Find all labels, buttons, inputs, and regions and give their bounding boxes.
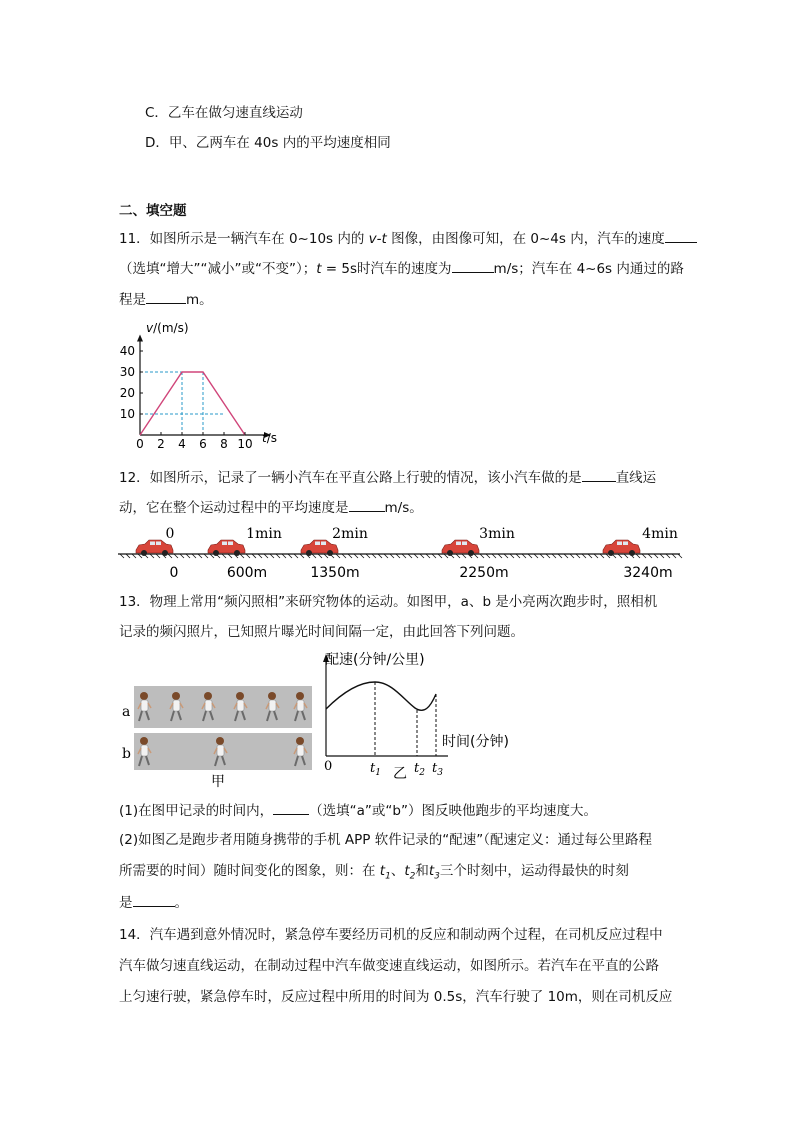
q11-text: = 5s时汽车的速度为	[321, 261, 452, 277]
answer-blank[interactable]	[146, 289, 186, 304]
q12-text: 直线运	[615, 470, 657, 486]
q13-text: （选填“a”或“b”）图反映他跑步的平均速度大。	[309, 803, 597, 819]
q12-line2	[119, 497, 423, 518]
vt-y-arrow	[137, 335, 143, 342]
q13-text: (1)在图甲记录的时间内，	[119, 803, 274, 819]
vt-ylabel-unit: /(m/s)	[153, 321, 189, 335]
q13-text: 三个时刻中，运动得最快的时刻	[439, 863, 629, 879]
time-label: 1min	[246, 526, 282, 542]
q11-text: 11．如图所示是一辆汽车在 0~10s 内的	[119, 231, 369, 247]
q13-part2-line1: (2)如图乙是跑步者用随身携带的手机 APP 软件记录的“配速”（配速定义：通过每公里路程	[119, 832, 652, 848]
vt-y-tick-label: 20	[119, 386, 135, 400]
pace-xlabel: 时间(分钟)	[442, 734, 509, 750]
answer-blank[interactable]	[582, 467, 616, 482]
road	[118, 554, 682, 558]
answer-blank[interactable]	[665, 228, 697, 243]
q11-line1	[119, 228, 697, 249]
q12-line1	[119, 467, 656, 488]
q12-text: 动，它在整个运动过程中的平均速度是	[119, 500, 349, 516]
q11-line3	[119, 289, 213, 310]
pace-ylabel: 配速(分钟/公里)	[325, 652, 425, 668]
vt-axes	[137, 335, 271, 439]
car-timeline-figure	[114, 522, 684, 584]
vt-ylabel	[146, 321, 189, 335]
strip-b-label: b	[122, 746, 131, 762]
vt-x-tick-label: 8	[220, 437, 228, 451]
vt-x-tick-label: 6	[199, 437, 207, 451]
position-label: 0	[169, 565, 179, 581]
vt-x-tick-label: 4	[178, 437, 186, 451]
q11-text: m。	[186, 292, 213, 308]
q11-text: 图像，由图像可知，在 0~4s 内，汽车的速度	[386, 231, 665, 247]
t1-label: $t_1$	[370, 761, 381, 778]
answer-blank[interactable]	[133, 892, 175, 907]
q13-text: 和	[415, 863, 429, 879]
q13-text: 、	[390, 863, 405, 879]
q13-line1: 13．物理上常用“频闪照相”来研究物体的运动。如图甲，a、b 是小亮两次跑步时，照相机	[119, 594, 658, 610]
q13-text: 是	[119, 895, 133, 911]
vt-x-tick-label: 10	[237, 437, 253, 451]
vt-x-tick-label: 0	[136, 437, 144, 451]
t2-inline: $t_2$	[404, 863, 416, 882]
vt-x-tick-label: 2	[157, 437, 165, 451]
vt-guides	[140, 372, 224, 435]
q11-text: m/s；汽车在 4~6s 内通过的路	[493, 261, 684, 277]
position-label: 600m	[226, 565, 268, 581]
option-d: D．甲、乙两车在 40s 内的平均速度相同	[145, 135, 391, 151]
q13-part2-line3	[119, 892, 188, 913]
section-title: 二、填空题	[119, 203, 187, 219]
vt-xlabel-unit: /s	[266, 431, 278, 445]
q11-vt: v-t	[368, 231, 387, 247]
q14-line3: 上匀速行驶，紧急停车时，反应过程中所用的时间为 0.5s，汽车行驶了 10m，则在司机反应	[119, 989, 673, 1005]
vt-ylabel-var: v	[146, 321, 154, 335]
answer-blank[interactable]	[349, 497, 385, 512]
time-label: 3min	[479, 526, 515, 542]
fig-yi-label: 乙	[393, 766, 407, 780]
q14-line1: 14．汽车遇到意外情况时，紧急停车要经历司机的反应和制动两个过程，在司机反应过程中	[119, 927, 663, 943]
q11-text: 程是	[119, 292, 146, 308]
q13-text: 所需要的时间）随时间变化的图象，则：在	[119, 863, 380, 879]
q11-text: （选填“增大”“减小”或“不变”）；	[119, 261, 317, 277]
vt-chart	[114, 318, 284, 454]
strip-a-label: a	[122, 704, 131, 720]
vt-y-tick-label: 30	[119, 365, 135, 379]
vt-xlabel-var: t	[262, 431, 267, 445]
vt-series-line	[140, 372, 245, 435]
pace-graph	[318, 648, 530, 780]
time-label: 4min	[642, 526, 678, 542]
q13-part2-line2	[119, 861, 629, 887]
fig-jia-label: 甲	[211, 774, 225, 788]
answer-blank[interactable]	[452, 258, 494, 273]
t3-label: $t_3$	[432, 761, 443, 778]
pace-origin: 0	[324, 759, 333, 774]
q12-text: 12．如图所示，记录了一辆小汽车在平直公路上行驶的情况，该小汽车做的是	[119, 470, 582, 486]
q11-line2	[119, 258, 684, 279]
t2-label: $t_2$	[414, 761, 425, 778]
strip-a	[134, 686, 312, 728]
answer-blank[interactable]	[273, 800, 309, 815]
time-label: 2min	[332, 526, 368, 542]
q13-text: 。	[174, 895, 188, 911]
position-label: 2250m	[459, 565, 509, 581]
q13-part1	[119, 800, 597, 821]
q11-t: t	[316, 261, 322, 277]
vt-series	[140, 372, 245, 435]
q12-text: m/s。	[384, 500, 423, 516]
strobe-photo-figure	[114, 678, 320, 788]
vt-y-tick-label: 40	[119, 344, 135, 358]
option-c: C．乙车在做匀速直线运动	[145, 105, 303, 121]
t3-inline: $t_3$	[428, 863, 440, 882]
vt-xlabel	[262, 431, 277, 445]
vt-y-tick-label: 10	[119, 407, 135, 421]
time-label: 0	[165, 526, 175, 542]
t1-inline: $t_1$	[379, 863, 391, 882]
position-label: 3240m	[623, 565, 673, 581]
q14-line2: 汽车做匀速直线运动，在制动过程中汽车做变速直线运动，如图所示。若汽车在平直的公路	[119, 958, 659, 974]
pace-curve	[326, 682, 436, 710]
position-label: 1350m	[310, 565, 360, 581]
q13-line2: 记录的频闪照片，已知照片曝光时间间隔一定，由此回答下列问题。	[119, 624, 524, 640]
